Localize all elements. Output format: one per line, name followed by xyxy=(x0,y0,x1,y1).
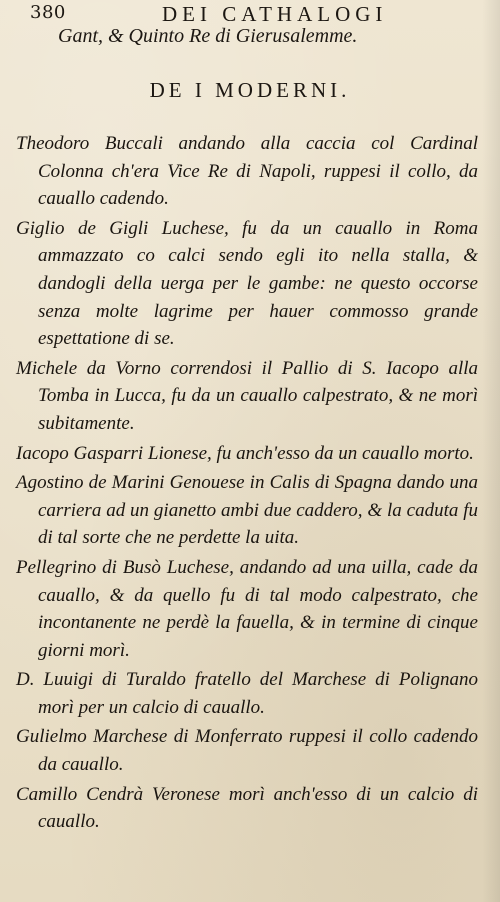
entry-paragraph: Iacopo Gasparri Lionese, fu anch'esso da un cauallo morto. xyxy=(16,442,474,464)
entry-paragraph: Agostino de Marini Genouese in Calis di Spagna dando una carriera ad un gianetto ambi due caddero, & la caduta fu di tal sorte che ne perdette la uita. xyxy=(16,472,478,549)
running-head: DEI CATHALOGI xyxy=(162,2,388,26)
entry-paragraph: Pellegrino di Busò Luchese, andando ad una uilla, cade da cauallo, & da quello fu di tal modo calpestrato, che incontanente ne perdè la fauella, & in termine di cinque giorni morì. xyxy=(16,556,478,661)
entry-paragraph: Giglio de Gigli Luchese, fu da un cauallo in Roma ammazzato co calci sendo egli ito nella stalla, & dandogli della uerga per le gambe: ne questo occorse senza molte lagrime per hauer commosso grande espettatione di se. xyxy=(16,217,478,350)
page-number: 380 xyxy=(30,2,66,23)
section-title: DE I MODERNI. xyxy=(149,78,351,102)
entry-paragraph: Gulielmo Marchese di Monferrato ruppesi il collo cadendo da cauallo. xyxy=(16,726,478,776)
entry-paragraph: Theodoro Buccali andando alla caccia col Cardinal Colonna ch'era Vice Re di Napoli, ruppesi il collo, da cauallo cadendo. xyxy=(16,133,478,210)
continuation-line: Gant, & Quinto Re di Gierusalemme. xyxy=(58,25,358,47)
entry-list xyxy=(16,130,478,838)
page-header xyxy=(30,2,480,26)
entry-paragraph: Camillo Cendrà Veronese morì anch'esso di un calcio di cauallo. xyxy=(16,783,478,833)
entry-paragraph: Michele da Vorno correndosi il Pallio di S. Iacopo alla Tomba in Lucca, fu da un cauallo calpestrato, & ne morì subitamente. xyxy=(16,357,478,434)
entry-paragraph: D. Luuigi di Turaldo fratello del Marchese di Polignano morì per un calcio di cauallo. xyxy=(16,669,478,718)
